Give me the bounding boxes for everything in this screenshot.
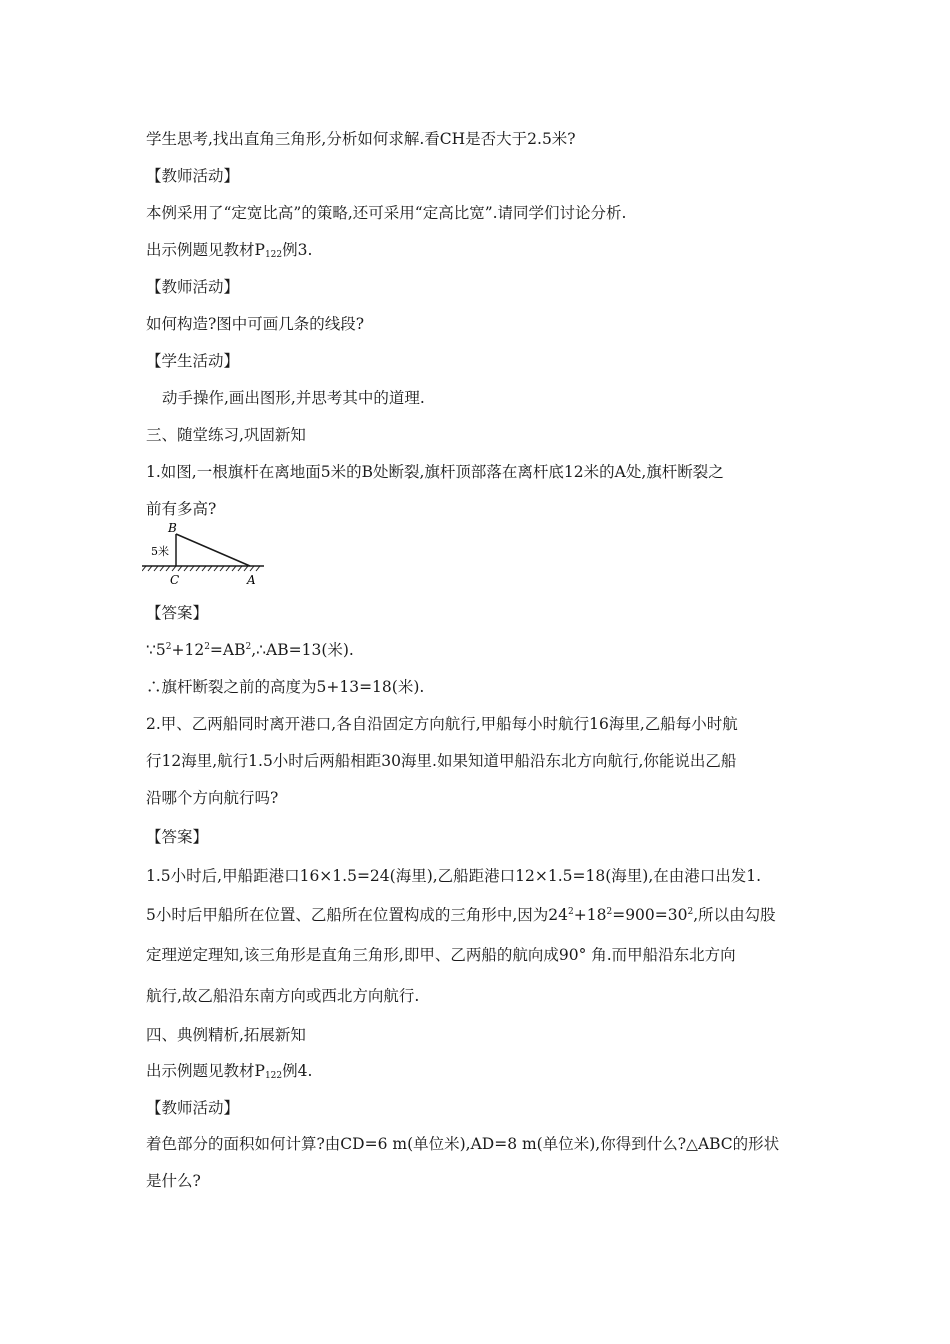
point-label-b: B — [168, 521, 177, 535]
page-subscript: 122 — [264, 250, 283, 260]
text-fragment: 5小时后甲船所在位置、乙船所在位置构成的三角形中,因为24 — [146, 906, 569, 924]
text-fragment: 出示例题见教材P — [146, 241, 265, 259]
text-fragment: =AB — [209, 641, 246, 659]
point-label-c: C — [170, 573, 180, 587]
text-line: 航行,故乙船沿东南方向或西北方向航行. — [146, 987, 420, 1005]
text-fragment: 例4. — [282, 1062, 313, 1080]
exponent: 2 — [165, 642, 172, 652]
text-line: 动手操作,画出图形,并思考其中的道理. — [162, 389, 425, 407]
text-line: 行12海里,航行1.5小时后两船相距30海里.如果知道甲船沿东北方向航行,你能说出乙船 — [146, 752, 737, 770]
text-fragment: =900=30 — [612, 906, 688, 924]
text-fragment: +18 — [573, 906, 607, 924]
text-line: 2.甲、乙两船同时离开港口,各自沿固定方向航行,甲船每小时航行16海里,乙船每小时航 — [146, 715, 738, 733]
section-heading: 四、典例精析,拓展新知 — [146, 1026, 306, 1044]
section-label-teacher-activity: 【教师活动】 — [146, 1099, 240, 1117]
text-line: 1.如图,一根旗杆在离地面5米的B处断裂,旗杆顶部落在离杆底12米的A处,旗杆断裂之 — [146, 463, 724, 481]
text-line: 前有多高? — [146, 500, 217, 518]
page-subscript: 122 — [264, 1071, 283, 1081]
text-line: 学生思考,找出直角三角形,分析如何求解.看CH是否大于2.5米? — [146, 130, 576, 148]
text-line — [146, 1061, 312, 1086]
section-label-teacher-activity: 【教师活动】 — [146, 167, 240, 185]
text-fragment: 例3. — [282, 241, 313, 259]
section-label-teacher-activity: 【教师活动】 — [146, 278, 240, 296]
text-fragment: 出示例题见教材P — [146, 1062, 265, 1080]
exponent: 2 — [568, 907, 574, 917]
flagpole-figure — [142, 520, 272, 590]
exponent: 2 — [687, 907, 694, 917]
text-fragment: +12 — [171, 641, 205, 659]
section-heading: 三、随堂练习,巩固新知 — [146, 426, 306, 444]
equation-line — [146, 640, 354, 660]
exponent: 2 — [204, 642, 210, 652]
text-line: ∴旗杆断裂之前的高度为5+13=18(米). — [146, 678, 425, 696]
text-line — [146, 240, 312, 265]
text-fragment: ,所以由勾股 — [693, 906, 776, 924]
section-label-student-activity: 【学生活动】 — [146, 352, 240, 370]
exponent: 2 — [606, 907, 613, 917]
point-label-a: A — [247, 573, 256, 587]
fallen-segment-ba — [176, 534, 250, 566]
text-line: 是什么? — [146, 1172, 201, 1190]
text-fragment: ,∴AB=13(米). — [251, 641, 354, 659]
equation-line — [146, 905, 776, 925]
text-line: 沿哪个方向航行吗? — [146, 789, 279, 807]
exponent: 2 — [245, 642, 252, 652]
height-label: 5米 — [151, 545, 169, 558]
text-line: 本例采用了“定宽比高”的策略,还可采用“定高比宽”.请同学们讨论分析. — [146, 204, 627, 222]
section-label-answer: 【答案】 — [146, 604, 209, 622]
text-line: 定理逆定理知,该三角形是直角三角形,即甲、乙两船的航向成90° 角.而甲船沿东北方向 — [146, 946, 736, 964]
text-line: 如何构造?图中可画几条的线段? — [146, 315, 365, 333]
section-label-answer: 【答案】 — [146, 828, 209, 846]
text-line: 1.5小时后,甲船距港口16×1.5=24(海里),乙船距港口12×1.5=18(海里),在由港口出发1. — [146, 867, 762, 885]
text-fragment: ∵5 — [146, 641, 166, 659]
text-line: 着色部分的面积如何计算?由CD=6 m(单位米),AD=8 m(单位米),你得到什么?△ABC的形状 — [146, 1135, 780, 1153]
